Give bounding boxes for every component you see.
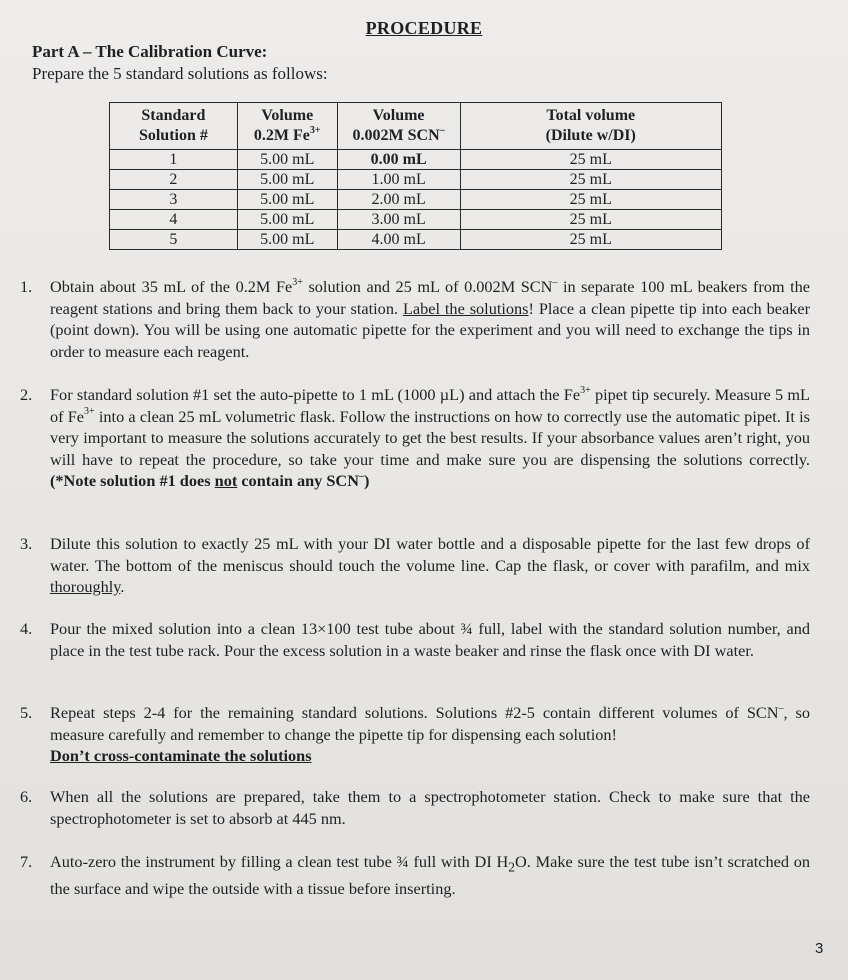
step-number: 7. — [20, 852, 33, 871]
step-number: 2. — [20, 385, 33, 404]
text-run: solution and 25 mL of 0.002M SCN — [302, 277, 553, 296]
step-1 — [20, 276, 810, 362]
header-text: 0.002M SCN — [352, 127, 440, 144]
superscript: 3+ — [84, 406, 95, 418]
cell-scn-volume: 3.00 mL — [337, 210, 460, 230]
text-run: Auto-zero the instrument by filling a clean test tube ¾ full with DI H — [50, 852, 509, 871]
cell-scn-volume: 0.00 mL — [337, 150, 460, 170]
emphasis-text: Don’t cross-contaminate the solutions — [50, 746, 312, 765]
underlined-text: not — [214, 471, 238, 490]
step-text — [50, 851, 810, 899]
superscript: – — [439, 124, 445, 136]
superscript: – — [778, 702, 784, 714]
step-4 — [20, 618, 810, 661]
header-text: Standard — [141, 107, 206, 124]
superscript: 3+ — [292, 276, 303, 288]
cell-total-volume: 25 mL — [460, 210, 721, 230]
cell-fe-volume: 5.00 mL — [237, 150, 337, 170]
subscript: 2 — [508, 859, 516, 875]
step-number: 3. — [20, 534, 33, 553]
text-run: in separate 100 mL beakers from the reagent stations and bring them back to your station. — [50, 277, 810, 318]
step-text — [50, 702, 810, 767]
underlined-text: Label the solutions — [402, 298, 529, 318]
text-run: ! Place a clean pipette tip into each beaker (point down). You will be using one automatic pipette for the experiment and you will need to exchange the tips in order to measure each reagent. — [50, 298, 810, 361]
header-text: Solution # — [138, 127, 208, 144]
cell-total-volume: 25 mL — [460, 230, 721, 250]
cell-solution-number: 3 — [110, 190, 238, 210]
step-number: 4. — [20, 619, 33, 638]
cell-solution-number: 4 — [110, 210, 238, 230]
header-standard — [110, 103, 238, 150]
table-row — [110, 190, 722, 210]
page-title: PROCEDURE — [365, 18, 483, 38]
step-number: 5. — [20, 703, 33, 722]
superscript: 3+ — [580, 384, 591, 396]
table-header-row — [110, 103, 722, 150]
cell-scn-volume: 4.00 mL — [337, 230, 460, 250]
header-text: Volume — [261, 107, 314, 124]
cell-scn-volume: 2.00 mL — [337, 190, 460, 210]
standards-table — [109, 102, 722, 250]
text-run: ) — [363, 471, 370, 490]
header-total-volume — [460, 103, 721, 150]
cell-fe-volume: 5.00 mL — [237, 170, 337, 190]
cell-solution-number: 1 — [110, 150, 238, 170]
step-7 — [20, 851, 810, 899]
text-run: contain any SCN — [237, 471, 359, 490]
header-volume-fe — [237, 103, 337, 150]
text-run: , so measure carefully and remember to change the pipette tip for dispensing each solution! — [50, 703, 810, 744]
step-text: Pour the mixed solution into a clean 13×100 test tube about ¾ full, label with the standard solution number, and place in the test tube rack. Pour the excess solution in a waste beaker and rinse the flask once with DI water. — [50, 619, 810, 660]
page-number: 3 — [815, 940, 824, 957]
note-text — [50, 471, 369, 490]
step-2 — [20, 384, 810, 492]
step-text — [50, 276, 810, 362]
cell-solution-number: 5 — [110, 230, 238, 250]
cell-scn-volume: 1.00 mL — [337, 170, 460, 190]
text-run: into a clean 25 mL volumetric flask. Follow the instructions on how to correctly use the automatic pipet. It is very important to measure the solutions accurately to get the best results. If your absorbance values aren’t right, you will have to repeat the procedure, so take your time and make sure you are dispensing the solutions correctly. — [50, 406, 810, 469]
table-row — [110, 150, 722, 170]
cell-total-volume: 25 mL — [460, 150, 721, 170]
table-row — [110, 230, 722, 250]
step-3 — [20, 533, 810, 598]
cell-fe-volume: 5.00 mL — [237, 210, 337, 230]
header-volume-scn — [337, 103, 460, 150]
cell-total-volume: 25 mL — [460, 170, 721, 190]
underlined-text: thoroughly — [50, 577, 121, 596]
header-text: (Dilute w/DI) — [545, 127, 636, 144]
intro-text: Prepare the 5 standard solutions as follows: — [32, 64, 328, 83]
table-row — [110, 170, 722, 190]
step-6 — [20, 786, 810, 829]
step-text — [50, 384, 810, 492]
cell-total-volume: 25 mL — [460, 190, 721, 210]
header-text: Total volume — [546, 107, 636, 124]
text-run: pipet tip securely. Measure 5 mL of Fe — [50, 385, 810, 426]
cell-fe-volume: 5.00 mL — [237, 230, 337, 250]
cell-solution-number: 2 — [110, 170, 238, 190]
text-run: For standard solution #1 set the auto-pipette to 1 mL (1000 µL) and attach the Fe — [50, 385, 581, 404]
text-run: (*Note solution #1 does — [50, 471, 215, 490]
step-text: When all the solutions are prepared, take them to a spectrophotometer station. Check to make sure that the spectrophotometer is set to absorb at 445 nm. — [50, 787, 810, 828]
part-heading: Part A – The Calibration Curve: — [32, 42, 268, 61]
text-run: Obtain about 35 mL of the 0.2M Fe — [50, 277, 293, 296]
text-run: Repeat steps 2-4 for the remaining standard solutions. Solutions #2-5 contain different volumes of SCN — [50, 703, 779, 722]
step-number: 6. — [20, 787, 33, 806]
text-run: Dilute this solution to exactly 25 mL with your DI water bottle and a disposable pipette for the last few drops of water. The bottom of the meniscus should touch the volume line. Cap the flask, or cover with parafilm, and mix — [50, 534, 810, 575]
text-run: . — [120, 577, 125, 596]
superscript: 3+ — [309, 124, 321, 136]
step-5 — [20, 702, 810, 767]
text-run: O. Make sure the test tube isn’t scratched on the surface and wipe the outside with a tissue before inserting. — [50, 852, 810, 898]
header-text: Volume — [372, 107, 425, 124]
superscript: – — [358, 470, 364, 482]
superscript: – — [552, 276, 558, 288]
step-text — [50, 533, 810, 598]
step-number: 1. — [20, 277, 33, 296]
table-row — [110, 210, 722, 230]
cell-fe-volume: 5.00 mL — [237, 190, 337, 210]
header-text: 0.2M Fe — [253, 127, 310, 144]
